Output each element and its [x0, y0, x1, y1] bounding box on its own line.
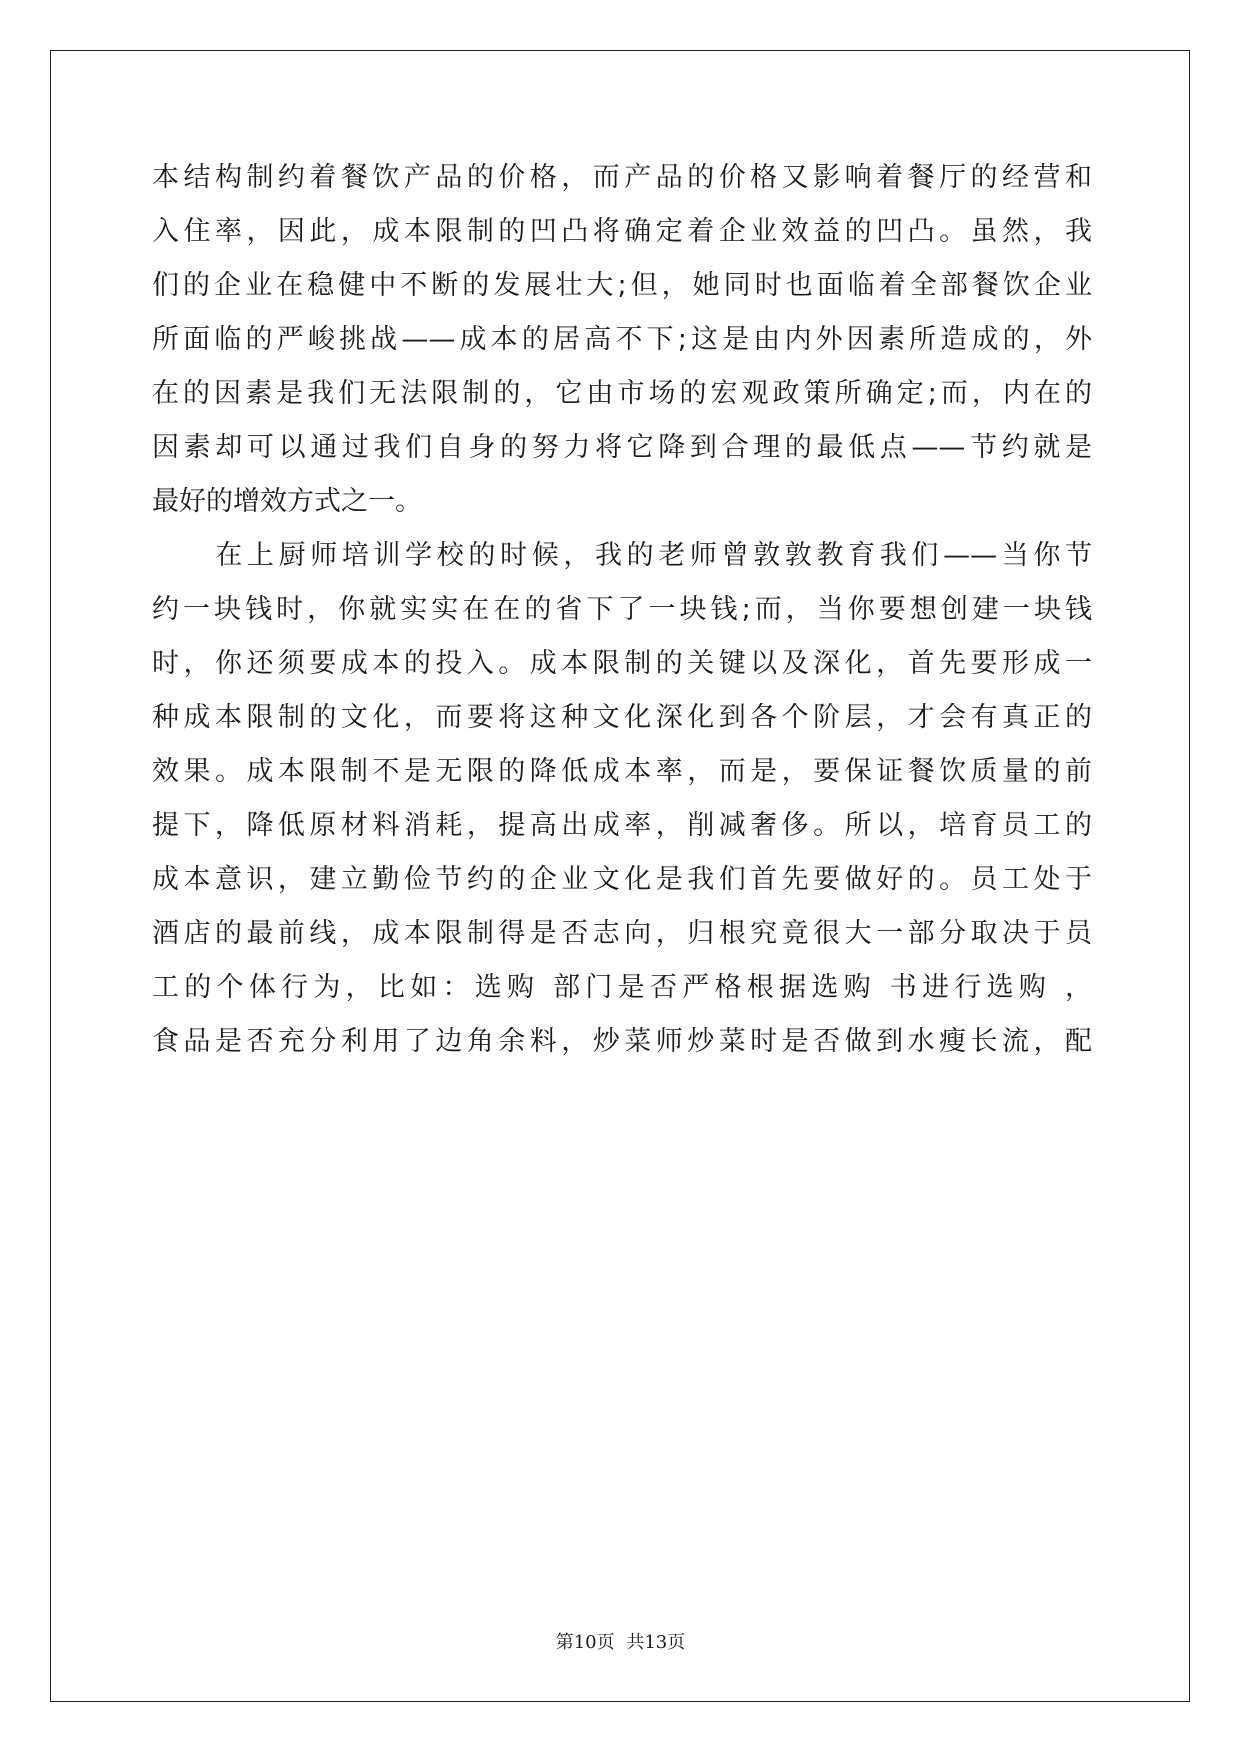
text-line: 因素却可以通过我们自身的努力将它降到合理的最低点——节约就是 [152, 432, 1092, 463]
text-line: 们的企业在稳健中不断的发展壮大;但，她同时也面临着全部餐饮企业 [152, 270, 1092, 301]
text-line: 食品是否充分利用了边角余料，炒菜师炒菜时是否做到水瘦长流，配 [152, 1026, 1092, 1057]
text-line: 本结构制约着餐饮产品的价格，而产品的价格又影响着餐厅的经营和 [152, 162, 1092, 193]
text-line: 所面临的严峻挑战——成本的居高不下;这是由内外因素所造成的，外 [152, 324, 1092, 355]
text-line: 入住率，因此，成本限制的凹凸将确定着企业效益的凹凸。虽然，我 [152, 216, 1092, 247]
text-line-indented: 在上厨师培训学校的时候，我的老师曾敦敦教育我们——当你节 [152, 540, 1092, 571]
text-line: 成本意识，建立勤俭节约的企业文化是我们首先要做好的。员工处于 [152, 864, 1092, 895]
text-line: 种成本限制的文化，而要将这种文化深化到各个阶层，才会有真正的 [152, 702, 1092, 733]
page-total: 共13页 [626, 1632, 686, 1653]
text-line: 工的个体行为，比如：选购 部门是否严格根据选购 书进行选购 ， [152, 972, 1092, 1003]
page-footer [0, 1631, 1241, 1655]
text-line: 时，你还须要成本的投入。成本限制的关键以及深化，首先要形成一 [152, 648, 1092, 679]
text-line: 在的因素是我们无法限制的，它由市场的宏观政策所确定;而，内在的 [152, 378, 1092, 409]
text-line: 效果。成本限制不是无限的降低成本率，而是，要保证餐饮质量的前 [152, 756, 1092, 787]
text-line: 提下，降低原材料消耗，提高出成率，削减奢侈。所以，培育员工的 [152, 810, 1092, 841]
page-number: 第10页 [555, 1632, 615, 1653]
text-line: 酒店的最前线，成本限制得是否志向，归根究竟很大一部分取决于员 [152, 918, 1092, 949]
document-body [152, 151, 1092, 1069]
text-line: 约一块钱时，你就实实在在的省下了一块钱;而，当你要想创建一块钱 [152, 594, 1092, 625]
text-line-last: 最好的增效方式之一。 [152, 486, 422, 517]
